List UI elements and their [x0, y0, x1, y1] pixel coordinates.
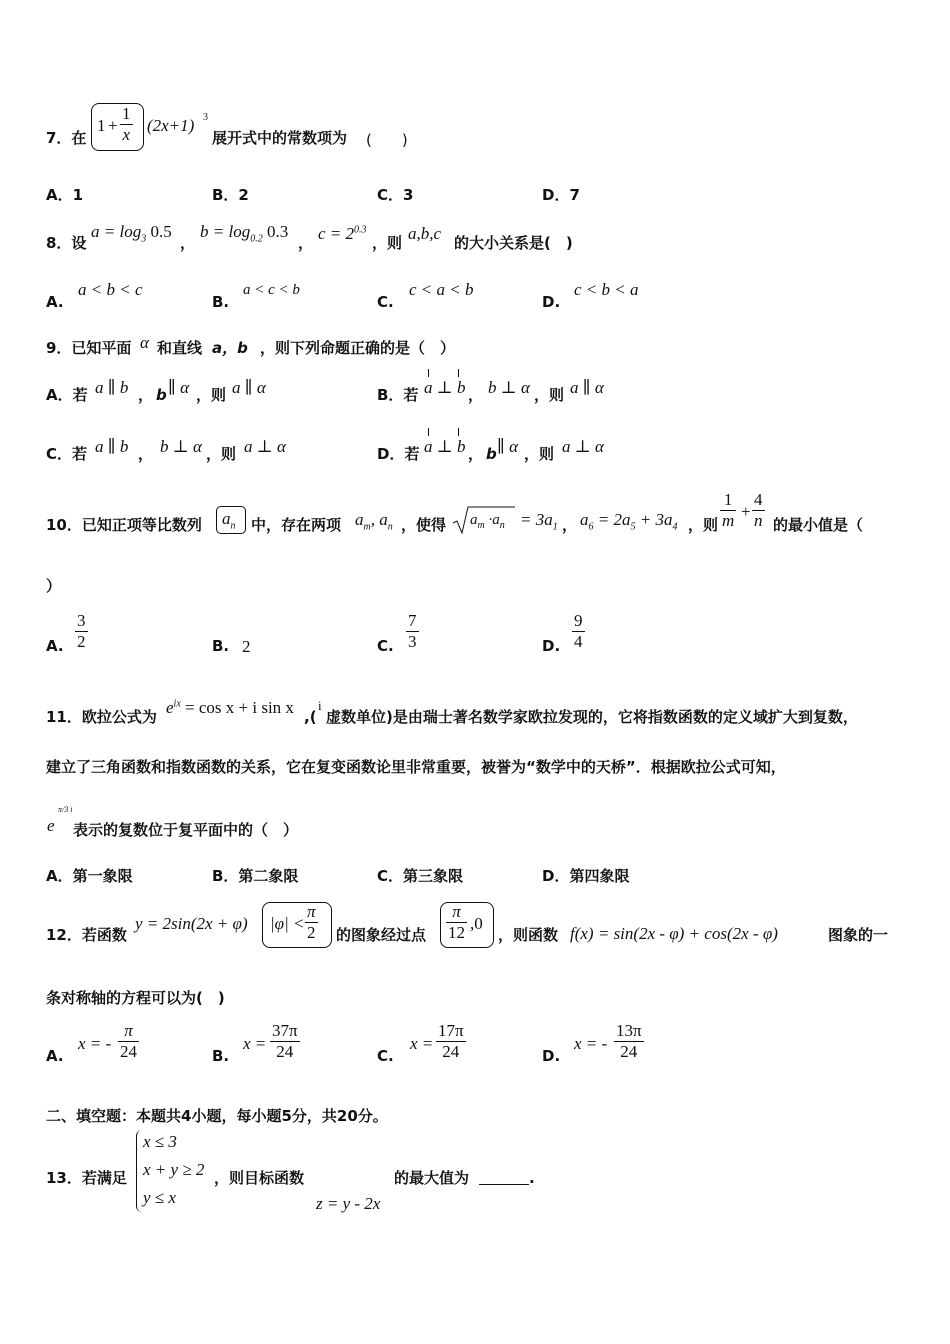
q9-tail2: ，则下列命题正确的是（ ）: [260, 339, 456, 357]
q8-comma1: ，: [180, 234, 196, 252]
q12-stem: 12．若函数: [46, 926, 127, 944]
q13-objective: z = y - 2x: [316, 1194, 381, 1213]
q9-d-m3: a ⊥ α: [562, 437, 604, 456]
q10-frac2-num: 4: [754, 490, 763, 509]
q9-c-t1: ，: [138, 445, 154, 463]
q12-opt-a-label: A.: [46, 1047, 64, 1065]
q10-sqrt-body: $a_m \cdot a_n$: [470, 512, 505, 531]
q11-t2: 虚数单位)是由瑞士著名数学家欧拉发现的，它将指数函数的定义域扩大到复数，: [326, 708, 858, 726]
q9-c-m1: a ∥ b: [95, 437, 129, 456]
q12-point-rest: ,0: [470, 914, 483, 933]
q9-b-vec-a: [428, 369, 429, 377]
q9-a-m1: a ∥ b: [95, 378, 129, 397]
q13-answer-blank[interactable]: [479, 1184, 529, 1185]
q9-tail: 和直线: [157, 339, 203, 357]
q7-tail: 展开式中的常数项为: [212, 129, 348, 147]
q10-seq: $a_n$: [222, 509, 236, 532]
q8-opt-a-label: A.: [46, 293, 64, 311]
q13-cond3: y ≤ x: [143, 1188, 176, 1207]
q10-opt-c: $\frac{7}{3}$: [408, 611, 417, 651]
q9-d-m2: ∥ α: [497, 437, 519, 456]
q8-opt-d-label: D.: [542, 293, 561, 311]
q10-opt-a-label: A.: [46, 637, 64, 655]
q7-opt-c: C．3: [377, 186, 414, 204]
q11-opt-b: B．第二象限: [212, 867, 299, 885]
q12-func: y = 2sin(2x + φ): [135, 914, 248, 933]
q10-opt-b-label: B.: [212, 637, 230, 655]
q9-c-t2: ，则: [206, 445, 237, 463]
q12-opt-d-frac: $\frac{13\pi}{24}$: [616, 1021, 642, 1061]
q9-b-m2: b ⊥ α: [488, 378, 530, 397]
q9-d-vec-a: [428, 428, 429, 436]
q10-eq1: = $3a_1$: [520, 510, 558, 533]
q8-opt-b-label: B.: [212, 293, 230, 311]
q10-t3: ，: [562, 516, 578, 534]
q9-a-label: A．若: [46, 386, 88, 404]
q9-c-m3: a ⊥ α: [244, 437, 286, 456]
q12-t3: 图象的一: [828, 926, 889, 944]
q12-opt-d-label: D.: [542, 1047, 561, 1065]
q12-cond-frac: $\frac{\pi}{2}$: [307, 902, 316, 942]
q8-opt-c-label: C.: [377, 293, 394, 311]
q8-opt-b: a < c < b: [243, 282, 300, 298]
q9-c-m2: b ⊥ α: [160, 437, 202, 456]
q10-frac1-den: m: [722, 511, 735, 530]
q10-opt-b: 2: [242, 637, 251, 656]
q11-e3: e: [47, 816, 55, 835]
q7-fraction: [120, 104, 133, 145]
q8-then: ，则: [372, 234, 403, 252]
q8-opt-d: c < b < a: [574, 280, 639, 299]
q10-opt-d-label: D.: [542, 637, 561, 655]
q9-d-t1: ，: [468, 445, 484, 463]
q10-frac1-num: 1: [720, 490, 736, 511]
q10-t4: ，则: [688, 516, 719, 534]
q10-plus: +: [741, 502, 751, 521]
q10-stem: 10．已知正项等比数列: [46, 516, 202, 534]
q11-e3-exp: π/3 i: [58, 805, 73, 814]
q7-one: 1: [97, 116, 106, 135]
q13-t2: 的最大值为: [394, 1169, 470, 1187]
q9-a-b: b: [156, 386, 167, 404]
q9-b-m3: a ∥ α: [570, 378, 604, 397]
q7-exp: 3: [203, 112, 208, 123]
q7-frac-den: x: [122, 125, 131, 144]
q12-t2: ，则函数: [498, 926, 559, 944]
q7-bracket: ( ): [366, 131, 408, 149]
q9-d-label: D．若: [377, 445, 420, 463]
q8-a-eq: $a = \log_3 0.5$: [91, 222, 172, 245]
q7-frac-num: 1: [122, 104, 131, 123]
q10-close: ）: [46, 577, 62, 595]
q9-b-t1: ，: [468, 386, 484, 404]
q9-a-t1: ，: [138, 386, 154, 404]
q11-line3: 表示的复数位于复平面中的（ ）: [73, 821, 299, 839]
q9-a-t2: ，则: [196, 386, 227, 404]
q10-opt-d: $\frac{9}{4}$: [574, 611, 583, 651]
q11-opt-c: C．第三象限: [377, 867, 464, 885]
q9-stem: 9．已知平面: [46, 339, 132, 357]
q10-opt-c-label: C.: [377, 637, 394, 655]
q7-opt-b: B．2: [212, 186, 249, 204]
q8-opt-a: a < b < c: [78, 280, 143, 299]
q11-i: i: [318, 698, 322, 713]
q13-stem: 13．若满足: [46, 1169, 127, 1187]
q12-opt-d-pre: x = -: [574, 1034, 608, 1053]
q12-opt-c-frac: $\frac{17\pi}{24}$: [438, 1021, 464, 1061]
q7-binom: (2x+1): [147, 116, 195, 135]
q10-terms: $a_m$, $a_n$: [355, 510, 393, 533]
q10-frac2-den: n: [754, 511, 763, 530]
q8-opt-c: c < a < b: [409, 280, 474, 299]
q12-opt-a-frac: $\frac{\pi}{24}$: [120, 1021, 137, 1061]
q10-frac1: [720, 490, 736, 531]
q9-ab: a，b: [212, 339, 248, 357]
q12-opt-a-pre: x = -: [78, 1034, 112, 1053]
q9-d-vec-b: [458, 428, 459, 436]
q8-stem: 8．设: [46, 234, 87, 252]
q11-opt-a: A．第一象限: [46, 867, 133, 885]
q13-cond1: x ≤ 3: [143, 1132, 177, 1151]
q11-formula: $e^{ix} = \cos x + i$ sin x: [166, 698, 294, 717]
q9-b-vec-b: [458, 369, 459, 377]
q9-a-m2: ∥ α: [168, 378, 190, 397]
q13-brace: [136, 1130, 143, 1212]
q11-stem: 11．欧拉公式为: [46, 708, 157, 726]
q10-t5: 的最小值是（: [773, 516, 864, 534]
q9-d-t2: ，则: [524, 445, 555, 463]
q9-b-label: B．若: [377, 386, 419, 404]
q7-opt-a: A．1: [46, 186, 84, 204]
q9-d-m1: a ⊥ b: [424, 437, 466, 456]
q11-line2: 建立了三角函数和指数函数的关系，它在复变函数论里非常重要，被誉为“数学中的天桥”．根据欧拉公式可知，: [46, 758, 786, 776]
q10-opt-a: $\frac{3}{2}$: [77, 611, 86, 651]
q7-plus: +: [108, 116, 118, 135]
q11-t1: ,(: [304, 708, 317, 726]
q8-tail: 的大小关系是( ): [454, 234, 573, 252]
q10-frac2: [752, 490, 765, 531]
q8-abc: a,b,c: [408, 224, 442, 243]
q13-cond2: x + y ≥ 2: [143, 1160, 205, 1179]
q7-opt-d: D．7: [542, 186, 580, 204]
q11-opt-d: D．第四象限: [542, 867, 630, 885]
section-heading: 二、填空题：本题共4小题，每小题5分，共20分。: [46, 1107, 388, 1125]
q8-comma2: ，: [298, 234, 314, 252]
q9-a-m3: a ∥ α: [232, 378, 266, 397]
q12-opt-b-label: B.: [212, 1047, 230, 1065]
q9-alpha: α: [140, 333, 149, 352]
q9-b-t2: ，则: [534, 386, 565, 404]
q10-eq2: $a_6 = 2a_5 + 3a_4$: [580, 510, 678, 533]
q8-b-eq: $b = \log_{0.2} 0.3$: [200, 222, 289, 245]
q12-opt-c-pre: x =: [410, 1034, 434, 1053]
q9-d-b: b: [486, 445, 497, 463]
q12-line2: 条对称轴的方程可以为( ): [46, 989, 225, 1007]
q12-func2: f(x) = sin(2x - φ) + cos(2x - φ): [570, 924, 778, 943]
q12-opt-b-frac: $\frac{37\pi}{24}$: [272, 1021, 298, 1061]
q10-t2: ，使得: [401, 516, 447, 534]
q12-opt-b-pre: x =: [243, 1034, 267, 1053]
q9-b-m1: a ⊥ b: [424, 378, 466, 397]
q10-t1: 中，存在两项: [251, 516, 342, 534]
q12-point-frac: $\frac{\pi}{12}$: [448, 902, 465, 942]
q13-t1: ，则目标函数: [214, 1169, 305, 1187]
q9-c-label: C．若: [46, 445, 88, 463]
q8-c-eq: $c = 2^{0.3}$: [318, 224, 367, 243]
q13-dot: .: [529, 1169, 535, 1187]
q12-t1: 的图象经过点: [336, 926, 427, 944]
q12-cond: |φ| <: [270, 914, 305, 933]
q7-stem: 7．在: [46, 129, 87, 147]
q12-opt-c-label: C.: [377, 1047, 394, 1065]
